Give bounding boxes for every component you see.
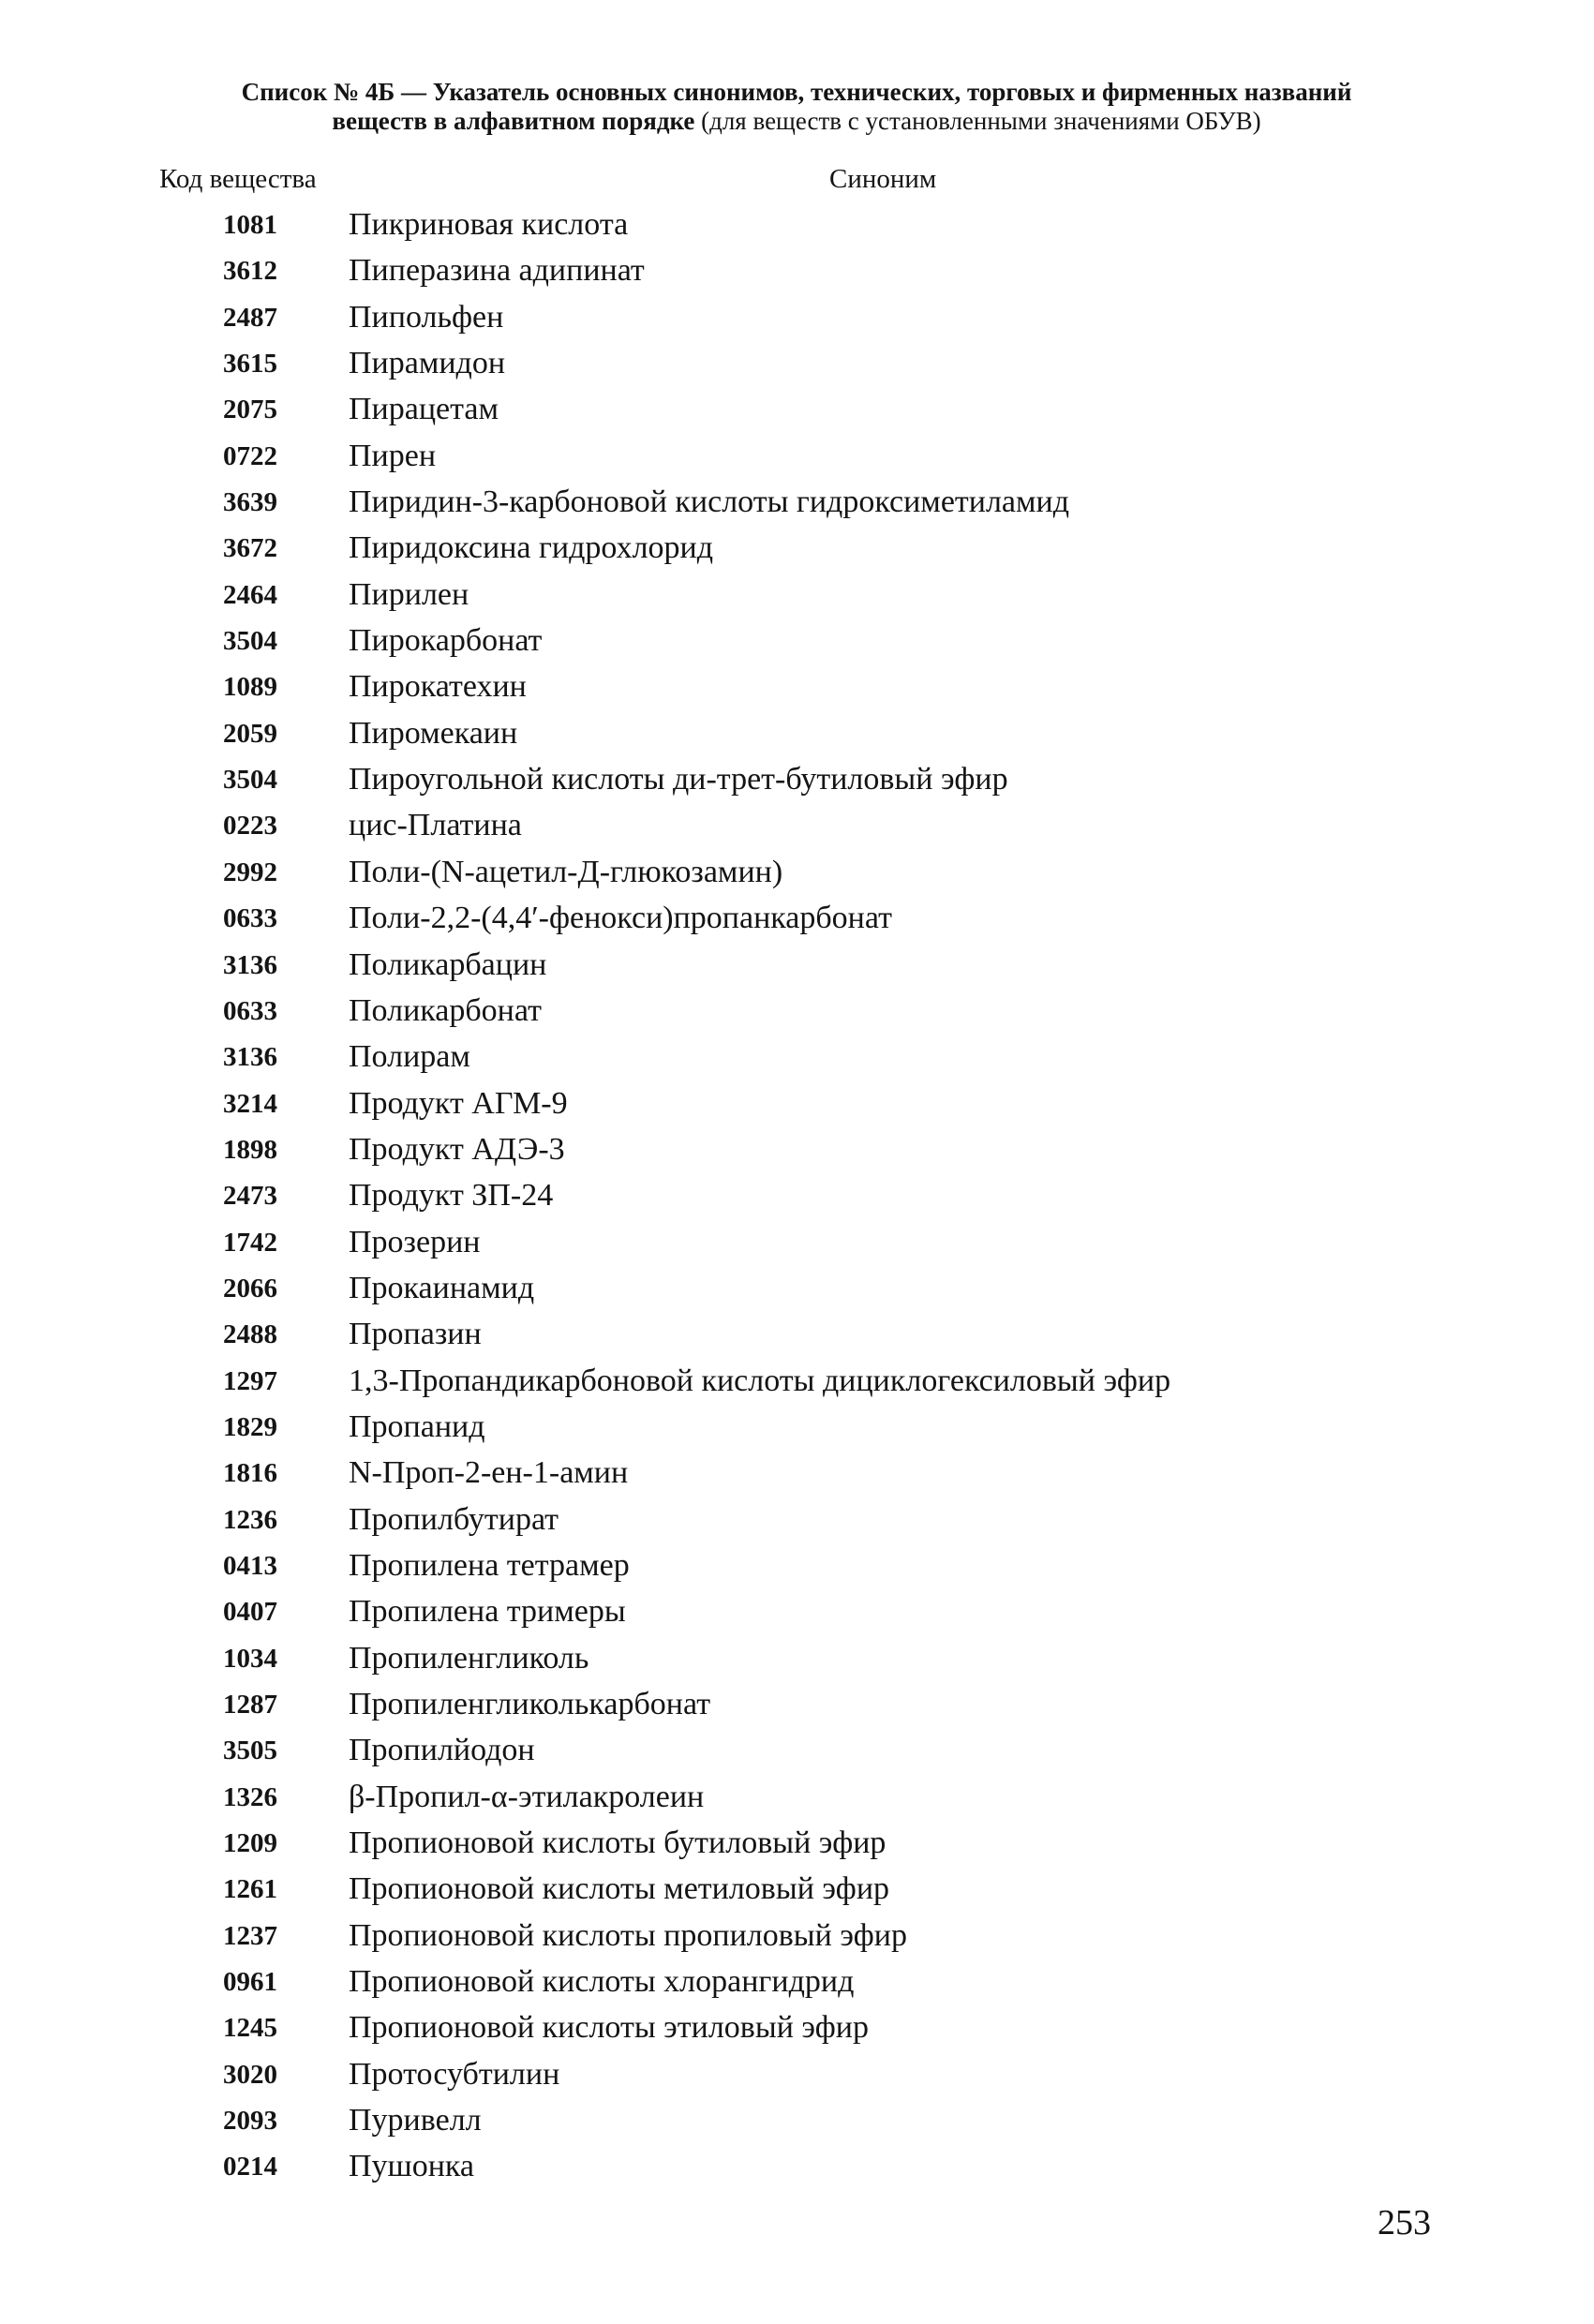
table-row (0, 1361, 1594, 1407)
synonym-name: Прокаинамид (349, 1270, 535, 1305)
page-number: 253 (1378, 2203, 1431, 2242)
table-row (0, 805, 1594, 851)
substance-code: 2093 (223, 2106, 277, 2137)
substance-code: 2473 (223, 1181, 277, 1212)
synonym-name: N-Проп-2-ен-1-амин (349, 1455, 629, 1491)
table-row (0, 1407, 1594, 1452)
table-row (0, 1869, 1594, 1914)
synonym-name: Пропионовой кислоты пропиловый эфир (349, 1917, 907, 1953)
substance-code: 2464 (223, 579, 277, 610)
table-row (0, 713, 1594, 759)
substance-code: 0223 (223, 811, 277, 842)
table-row (0, 1777, 1594, 1823)
table-row (0, 343, 1594, 389)
synonym-name: Пропилена тримеры (349, 1594, 626, 1630)
table-row (0, 2054, 1594, 2100)
synonym-name: Пирилен (349, 576, 469, 612)
substance-code: 3214 (223, 1088, 277, 1119)
substance-code: 3136 (223, 1042, 277, 1073)
substance-code: 2059 (223, 718, 277, 749)
synonym-name: Пиридин-3-карбоновой кислоты гидроксиметиламид (349, 484, 1070, 520)
substance-code: 2487 (223, 302, 277, 333)
substance-code: 0413 (223, 1550, 277, 1581)
list-title-line1: Список № 4Б — Указатель основных синонимов, технических, торговых и фирменных названий (241, 78, 1352, 106)
table-row (0, 389, 1594, 435)
substance-code: 2992 (223, 857, 277, 887)
table-row (0, 1083, 1594, 1129)
synonym-name: Пропилйодон (349, 1733, 535, 1768)
synonym-name: Пропиленгликолькарбонат (349, 1687, 711, 1721)
table-row (0, 528, 1594, 574)
table-row (0, 1222, 1594, 1268)
synonym-name: Пушонка (349, 2149, 475, 2184)
substance-code: 1245 (223, 2013, 277, 2044)
column-header-synonym: Синоним (829, 164, 937, 194)
table-row (0, 666, 1594, 712)
table-row (0, 991, 1594, 1036)
synonym-name: Полирам (349, 1039, 470, 1075)
substance-code: 3505 (223, 1736, 277, 1766)
table-row (0, 852, 1594, 898)
substance-code: 1297 (223, 1365, 277, 1396)
list-title (141, 77, 1452, 107)
table-row (0, 250, 1594, 296)
substance-code: 2075 (223, 395, 277, 425)
table-row (0, 1129, 1594, 1175)
substance-code: 0407 (223, 1597, 277, 1628)
substance-code: 1742 (223, 1227, 277, 1258)
table-row (0, 2007, 1594, 2053)
synonym-name: Пипольфен (349, 299, 504, 335)
table-row (0, 297, 1594, 343)
synonym-name: Пироугольной кислоты ди-трет-бутиловый эфир (349, 762, 1008, 797)
synonym-name: Пиперазина адипинат (349, 253, 645, 289)
substance-code: 3612 (223, 256, 277, 287)
substance-code: 1287 (223, 1690, 277, 1720)
synonym-name: Поликарбонат (349, 992, 542, 1028)
table-row (0, 945, 1594, 991)
substance-code: 3615 (223, 349, 277, 380)
table-row (0, 1730, 1594, 1776)
synonym-name: Пуривелл (349, 2103, 482, 2138)
table-row (0, 436, 1594, 482)
table-row (0, 620, 1594, 666)
substance-code: 1816 (223, 1458, 277, 1489)
synonym-name: Поликарбацин (349, 946, 547, 982)
substance-code: 1209 (223, 1828, 277, 1859)
substance-code: 0722 (223, 440, 277, 471)
substance-code: 1829 (223, 1411, 277, 1442)
synonym-name: Поли-(N-ацетил-Д-глюкозамин) (349, 854, 783, 889)
table-row (0, 1591, 1594, 1637)
synonym-name: цис-Платина (349, 808, 522, 843)
column-header-code: Код вещества (159, 164, 317, 194)
substance-code: 1034 (223, 1643, 277, 1674)
synonym-name: Продукт ЗП-24 (349, 1178, 554, 1214)
substance-code: 3639 (223, 487, 277, 518)
synonym-name: Пикриновая кислота (349, 207, 629, 242)
table-row (0, 482, 1594, 528)
table-row (0, 1175, 1594, 1221)
substance-code: 3672 (223, 533, 277, 564)
table-row (0, 898, 1594, 944)
table-row (0, 1545, 1594, 1591)
synonym-name: Протосубтилин (349, 2056, 560, 2092)
synonym-name: Пропиленгликоль (349, 1640, 589, 1676)
table-row (0, 1684, 1594, 1730)
substance-code: 2488 (223, 1319, 277, 1350)
table-row (0, 2146, 1594, 2192)
synonym-name: Пиридоксина гидрохлорид (349, 530, 714, 566)
table-row (0, 759, 1594, 805)
table-row (0, 574, 1594, 620)
substance-code: 0633 (223, 995, 277, 1026)
substance-code: 1326 (223, 1781, 277, 1812)
synonym-name: Пропионовой кислоты этиловый эфир (349, 2010, 870, 2046)
substance-code: 3504 (223, 626, 277, 657)
synonym-name: Пирен (349, 438, 437, 473)
synonym-name: Пирацетам (349, 392, 499, 427)
synonym-name: β-Пропил-α-этилакролеин (349, 1779, 705, 1814)
substance-code: 3020 (223, 2059, 277, 2090)
synonym-name: Продукт АДЭ-3 (349, 1131, 565, 1167)
table-row (0, 2100, 1594, 2146)
table-row (0, 1915, 1594, 1961)
substance-code: 0961 (223, 1967, 277, 1998)
table-row (0, 1499, 1594, 1545)
substance-code: 3136 (223, 949, 277, 980)
table-row (0, 1823, 1594, 1869)
substance-code: 1081 (223, 210, 277, 240)
synonym-name: 1,3-Пропандикарбоновой кислоты дициклогексиловый эфир (349, 1363, 1171, 1398)
synonym-name: Пропионовой кислоты бутиловый эфир (349, 1825, 886, 1861)
synonym-name: Пропанид (349, 1408, 485, 1444)
substance-code: 1261 (223, 1874, 277, 1905)
synonym-name: Пиромекаин (349, 715, 518, 751)
synonym-name: Поли-2,2-(4,4′-фенокси)пропанкарбонат (349, 901, 892, 936)
substance-code: 1089 (223, 672, 277, 703)
substance-code: 0214 (223, 2152, 277, 2182)
list-subtitle-note: (для веществ с установленными значениями ОБУВ) (701, 107, 1261, 135)
table-row (0, 1961, 1594, 2007)
list-subtitle-bold: веществ в алфавитном порядке (332, 107, 695, 135)
synonym-name: Прозерин (349, 1224, 481, 1259)
table-row (0, 204, 1594, 250)
synonym-name: Пропазин (349, 1317, 482, 1352)
substance-code: 1236 (223, 1504, 277, 1535)
substance-code: 1237 (223, 1920, 277, 1951)
table-row (0, 1314, 1594, 1360)
list-subtitle (141, 106, 1452, 136)
table-row (0, 1036, 1594, 1082)
synonym-name: Пирокарбонат (349, 623, 543, 659)
table-row (0, 1452, 1594, 1498)
synonym-name: Пирокатехин (349, 669, 527, 705)
synonym-name: Продукт АГМ-9 (349, 1085, 568, 1121)
synonym-name: Пропилбутират (349, 1501, 559, 1537)
synonym-name: Пропилена тетрамер (349, 1547, 630, 1583)
synonym-name: Пропионовой кислоты хлорангидрид (349, 1964, 855, 2000)
substance-code: 3504 (223, 765, 277, 796)
synonym-name: Пропионовой кислоты метиловый эфир (349, 1871, 890, 1907)
synonym-table (0, 204, 1594, 2193)
substance-code: 1898 (223, 1134, 277, 1165)
substance-code: 0633 (223, 903, 277, 934)
substance-code: 2066 (223, 1273, 277, 1304)
table-row (0, 1268, 1594, 1314)
synonym-name: Пирамидон (349, 346, 506, 381)
table-row (0, 1638, 1594, 1684)
